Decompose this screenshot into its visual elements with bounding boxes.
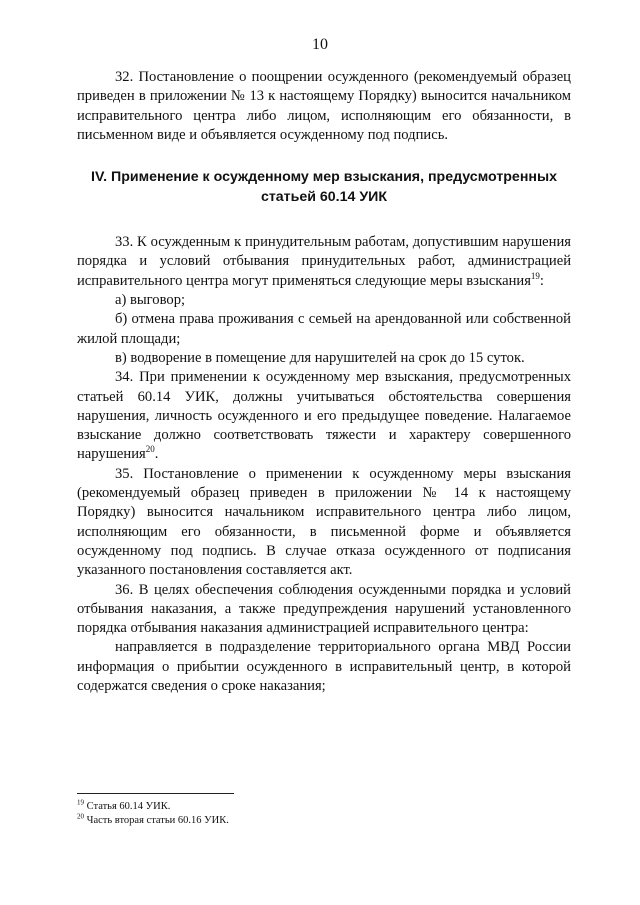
list-item-b: б) отмена права проживания с семьей на арендованной или собственной жилой площади; (77, 311, 571, 347)
footnote-ref-19: 19 (530, 270, 540, 281)
list-item-v: в) водворение в помещение для нарушителей на срок до 15 суток. (115, 349, 525, 366)
paragraph-33-tail: : (539, 272, 544, 289)
paragraph-36-sub: направляется в подразделение территориального органа МВД России информация о прибытии осужденного в исправительный центр, в которой содержатся сведения о сроке наказания; (77, 639, 571, 695)
paragraph-32: 32. Постановление о поощрении осужденного (рекомендуемый образец приведен в приложении № 13 к настоящему Порядку) выносится начальником исправительного центра либо лицом, исполняющим его обязанности, в письменном виде и объявляется осужденному под подпись. (77, 69, 571, 143)
document-body (77, 68, 571, 696)
footnotes (77, 793, 571, 828)
paragraph-33-text: 33. К осужденным к принудительным работам, допустившим нарушения порядка и условий отбывания принудительных работ, администрацией исправительного центра могут применяться следующие меры взыскания (77, 234, 571, 289)
section-heading: IV. Применение к осужденному мер взыскания, предусмотренных статьей 60.14 УИК (91, 169, 557, 206)
footnote-text: Статья 60.14 УИК. (86, 801, 171, 812)
footnote-number: 20 (77, 812, 84, 821)
paragraph-34 (77, 368, 571, 464)
footnote-divider (77, 793, 234, 794)
paragraph-34-tail: . (154, 446, 159, 463)
footnote-20 (77, 814, 571, 828)
paragraph-36: 36. В целях обеспечения соблюдения осужденными порядка и условий отбывания наказания, а также предупреждения нарушений установленного порядка отбывания наказания администрацией исправительного центра: (77, 581, 571, 637)
footnote-number: 19 (77, 798, 84, 807)
paragraph-33 (77, 233, 571, 291)
footnote-19 (77, 800, 571, 814)
footnote-ref-20: 20 (145, 444, 155, 455)
paragraph-34-text: 34. При применении к осужденному мер взыскания, предусмотренных статьей 60.14 УИК, должны учитываться обстоятельства совершения нарушения, личность осужденного и его предыдущее поведение. Налагаемое взыскание должно соответствовать тяжести и характеру совершенного нарушения (77, 369, 571, 463)
paragraph-35: 35. Постановление о применении к осужденному меры взыскания (рекомендуемый образец приведен в приложении № 14 к настоящему Порядку) выносится начальником исправительного центра либо лицом, исполняющим его обязанности, в письменной форме и объявляется осужденному под подпись. В случае отказа осужденного от подписания указанного постановления составляется акт. (77, 465, 571, 579)
footnote-text: Часть вторая статьи 60.16 УИК. (86, 815, 229, 826)
page-number: 10 (312, 36, 328, 53)
list-item-a: а) выговор; (115, 292, 186, 309)
